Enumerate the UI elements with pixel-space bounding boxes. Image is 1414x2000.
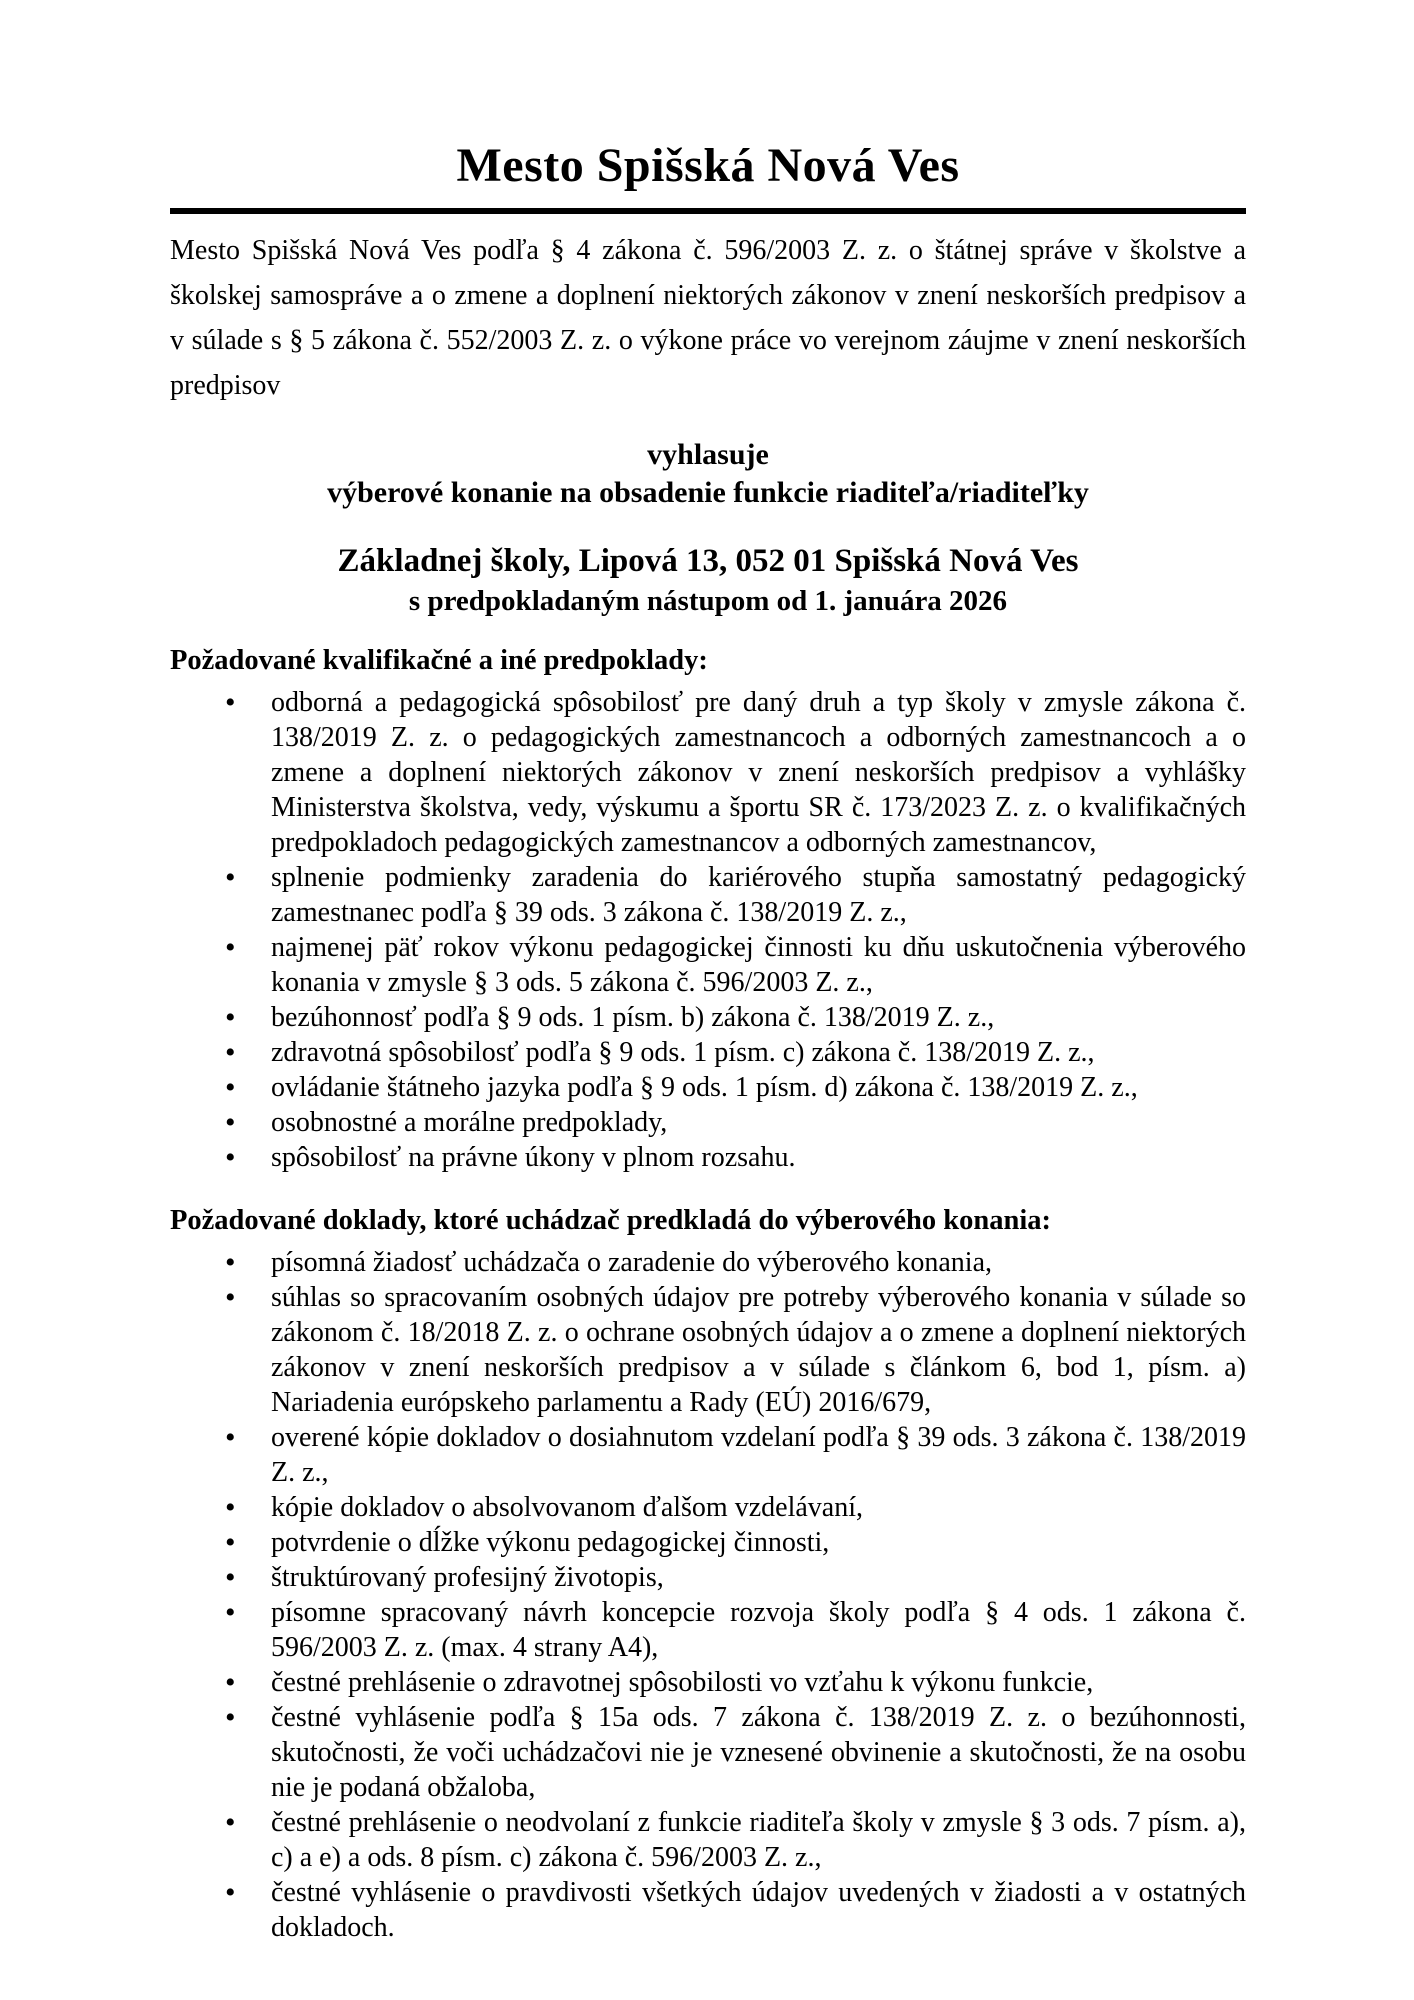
bullet-item: • bezúhonnosť podľa § 9 ods. 1 písm. b) zákona č. 138/2019 Z. z., [271,1000,1246,1035]
position-start-date-line: s predpokladaným nástupom od 1. januára 2026 [408,585,1008,617]
bullet-item: • čestné prehlásenie o neodvolaní z funkcie riaditeľa školy v zmysle § 3 ods. 7 písm. a), c) a e) a ods. 8 písm. c) zákona č. 596/2003 Z. z., [271,1805,1246,1875]
section-heading-qualifications: Požadované kvalifikačné a iné predpoklady: [170,645,708,676]
qualifications-list [170,685,1246,1175]
documents-list [170,1245,1246,1945]
bullet-item: • zdravotná spôsobilosť podľa § 9 ods. 1 písm. c) zákona č. 138/2019 Z. z., [271,1035,1246,1070]
intro-paragraph: Mesto Spišská Nová Ves podľa § 4 zákona č. 596/2003 Z. z. o štátnej správe v školstve a školskej samospráve a o zmene a doplnení niektorých zákonov v znení neskorších predpisov a v súlade s § 5 zákona č. 552/2003 Z. z. o výkone práce vo verejnom záujme v znení neskorších predpisov [170,235,1246,401]
bullet-item: • súhlas so spracovaním osobných údajov pre potreby výberového konania v súlade so zákonom č. 18/2018 Z. z. o ochrane osobných údajov a o zmene a doplnení niektorých zákonov v znení neskorších predpisov a v súlade s článkom 6, bod 1, písm. a) Nariadenia európskeho parlamentu a Rady (EÚ) 2016/679, [271,1280,1246,1420]
bullet-item: • čestné prehlásenie o zdravotnej spôsobilosti vo vzťahu k výkonu funkcie, [271,1665,1246,1700]
bullet-item: • splnenie podmienky zaradenia do kariérového stupňa samostatný pedagogický zamestnanec podľa § 39 ods. 3 zákona č. 138/2019 Z. z., [271,860,1246,930]
position-school-line: Základnej školy, Lipová 13, 052 01 Spišská Nová Ves [337,543,1079,579]
bullet-item: • ovládanie štátneho jazyka podľa § 9 ods. 1 písm. d) zákona č. 138/2019 Z. z., [271,1070,1246,1105]
bullet-item: • písomne spracovaný návrh koncepcie rozvoja školy podľa § 4 ods. 1 zákona č. 596/2003 Z. z. (max. 4 strany A4), [271,1595,1246,1665]
bullet-item: • odborná a pedagogická spôsobilosť pre daný druh a typ školy v zmysle zákona č. 138/2019 Z. z. o pedagogických zamestnancoch a odborných zamestnancoch a o zmene a doplnení niektorých zákonov v znení neskorších predpisov a vyhlášky Ministerstva školstva, vedy, výskumu a športu SR č. 173/2023 Z. z. o kvalifikačných predpokladoch pedagogických zamestnancov a odborných zamestnancov, [271,685,1246,860]
bullet-item: • čestné vyhlásenie podľa § 15a ods. 7 zákona č. 138/2019 Z. z. o bezúhonnosti, skutočnosti, že voči uchádzačovi nie je vznesené obvinenie a skutočnosti, že na osobu nie je podaná obžaloba, [271,1700,1246,1805]
bullet-item: • čestné vyhlásenie o pravdivosti všetkých údajov uvedených v žiadosti a v ostatných dokladoch. [271,1875,1246,1945]
announcement-block [170,436,1246,512]
bullet-item: • spôsobilosť na právne úkony v plnom rozsahu. [271,1140,1246,1175]
bullet-item: • osobnostné a morálne predpoklady, [271,1105,1246,1140]
section-heading-documents: Požadované doklady, ktoré uchádzač predkladá do výberového konania: [170,1205,1051,1236]
bullet-item: • potvrdenie o dĺžke výkonu pedagogickej činnosti, [271,1525,1246,1560]
page-title: Mesto Spišská Nová Ves [456,139,960,192]
title-divider [170,208,1246,214]
bullet-item: • štruktúrovaný profesijný životopis, [271,1560,1246,1595]
bullet-item: • najmenej päť rokov výkonu pedagogickej činnosti ku dňu uskutočnenia výberového konania v zmysle § 3 ods. 5 zákona č. 596/2003 Z. z., [271,930,1246,1000]
announcement-line-1: vyhlasuje [647,438,769,471]
bullet-item: • overené kópie dokladov o dosiahnutom vzdelaní podľa § 39 ods. 3 zákona č. 138/2019 Z. z., [271,1420,1246,1490]
bullet-item: • písomná žiadosť uchádzača o zaradenie do výberového konania, [271,1245,1246,1280]
bullet-item: • kópie dokladov o absolvovanom ďalšom vzdelávaní, [271,1490,1246,1525]
announcement-line-2: výberové konanie na obsadenie funkcie riaditeľa/riaditeľky [327,476,1089,509]
